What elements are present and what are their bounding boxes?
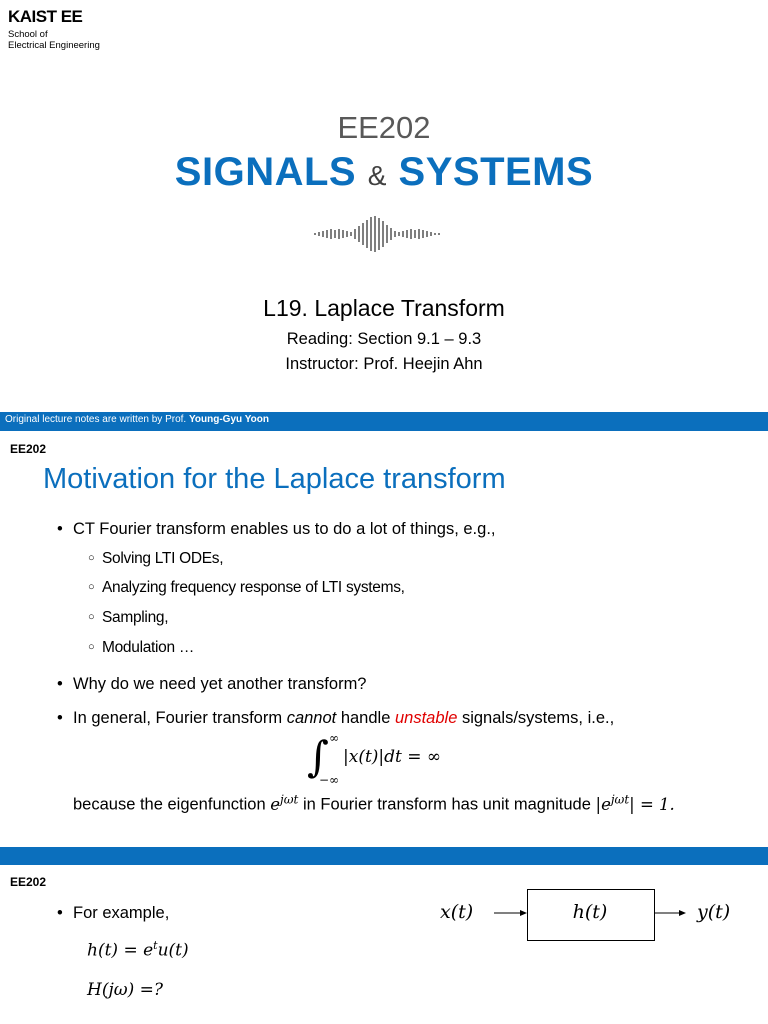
bullet-text: handle: [340, 709, 391, 727]
course-title-systems: SYSTEMS: [398, 150, 594, 194]
explanation-text: in Fourier transform has unit magnitude: [302, 795, 591, 814]
credit-author: Young-Gyu Yoon: [188, 414, 269, 425]
bullet-item: • Why do we need yet another transform?: [57, 675, 367, 693]
unit-magnitude: $|e^{j\omega t}| = 1$.: [595, 792, 675, 814]
lecture-title: L19. Laplace Transform: [263, 295, 505, 321]
course-title-ampersand: &: [367, 160, 387, 191]
emphasis-unstable: unstable: [394, 709, 458, 727]
sub-item-text: Modulation …: [102, 639, 195, 656]
system-block-label: h(t): [572, 901, 608, 923]
waveform-icon: [314, 214, 454, 254]
slide-tag: EE202: [10, 875, 47, 889]
sub-item: ○ Solving LTI ODEs,: [88, 550, 224, 567]
bullet-text: For example,: [73, 904, 170, 922]
sub-item: ○ Modulation …: [88, 639, 195, 656]
sub-item-text: Analyzing frequency response of LTI systems,: [102, 579, 405, 596]
example-slide: [0, 865, 768, 1024]
kaist-ee-logo: KAIST EE: [8, 7, 83, 26]
sub-item-text: Solving LTI ODEs,: [102, 550, 224, 567]
bullet-text: signals/systems, i.e.,: [461, 709, 615, 727]
diagram-output-label: y(t): [697, 901, 731, 923]
bullet-text: Why do we need yet another transform?: [73, 675, 367, 693]
course-title: [0, 150, 768, 195]
diagram-input-label: x(t): [440, 901, 474, 923]
credit-text: [5, 414, 269, 425]
school-name: [8, 29, 128, 51]
integral-upper-limit: ∞: [329, 731, 339, 745]
eigenfunction: $e^{j\omega t}$: [270, 792, 299, 814]
sub-item: ○ Sampling,: [88, 609, 169, 626]
slide-tag: EE202: [10, 442, 47, 456]
bullet-item: • For example,: [57, 904, 170, 922]
integral-lower-limit: −∞: [319, 773, 340, 787]
bullet-item: • CT Fourier transform enables us to do a lot of things, e.g.,: [57, 520, 496, 538]
school-name-line2: Electrical Engineering: [8, 40, 100, 51]
integrand: |x(t)|dt = ∞: [343, 747, 442, 767]
emphasis-cannot: cannot: [286, 709, 337, 727]
course-title-signals: SIGNALS: [174, 150, 357, 194]
bullet-item: • In general, Fourier transform cannot handle unstable signals/systems, i.e.,: [57, 709, 615, 727]
frequency-response-question: H(jω) =?: [87, 980, 163, 1000]
credit-bar: [0, 412, 768, 431]
sub-item-text: Sampling,: [102, 609, 169, 626]
motivation-slide: [0, 431, 768, 847]
bullet-text: In general, Fourier transform: [73, 709, 283, 727]
integral-equation: [305, 731, 485, 791]
slide-title: Motivation for the Laplace transform: [43, 463, 506, 495]
bullet-text: CT Fourier transform enables us to do a lot of things, e.g.,: [73, 520, 496, 538]
explanation-line: [73, 792, 675, 815]
course-code: EE202: [337, 110, 431, 145]
sub-item: ○ Analyzing frequency response of LTI systems,: [88, 579, 405, 596]
reading-assignment: Reading: Section 9.1 – 9.3: [286, 330, 482, 348]
slide-divider-bar: [0, 847, 768, 865]
instructor-name: Instructor: Prof. Heejin Ahn: [285, 355, 483, 373]
school-name-line1: School of: [8, 29, 48, 40]
integral-sign: ∫: [307, 732, 329, 781]
title-slide: [0, 0, 768, 412]
credit-prefix: Original lecture notes are written by Prof.: [5, 414, 187, 425]
explanation-text: because the eigenfunction: [73, 795, 266, 814]
impulse-response-equation: $h(t) = e^tu(t)$: [87, 939, 189, 961]
